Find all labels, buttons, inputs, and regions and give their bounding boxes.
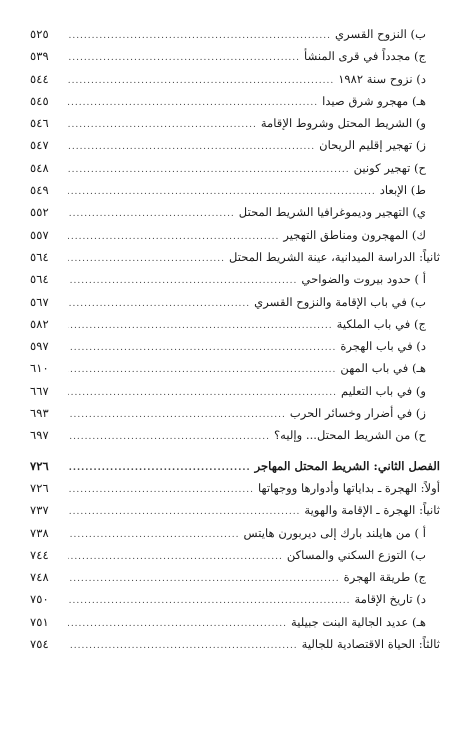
toc-entry-title: هـ) مهجرو شرق صيدا (322, 93, 426, 108)
toc-entry-title: ي) التهجير وديموغرافيا الشريط المحتل (238, 205, 426, 220)
toc-entry (30, 183, 440, 205)
toc-entry (30, 592, 440, 614)
toc-entry-title: أ ) من هايلند بارك إلى ديربورن هايتس (243, 525, 426, 540)
toc-entry-title: و) في باب التعليم (341, 383, 426, 398)
toc-entry-page-number: ٥٤٧ (30, 138, 49, 153)
toc-entry-title: هـ) عديد الجالية البنت جبيلية (291, 614, 426, 629)
toc-entry-title: ب) النزوح القسري (335, 27, 426, 41)
dot-leader (68, 120, 257, 130)
toc-entry-title: ط) الإبعاد (379, 183, 426, 198)
toc-entry (30, 138, 440, 160)
dot-leader (68, 187, 376, 197)
toc-entry-page-number: ٥٥٧ (30, 227, 49, 242)
toc-entry-title: د) نزوح سنة ١٩٨٢ (338, 71, 426, 86)
dot-leader (68, 76, 334, 86)
toc-entry (30, 406, 440, 428)
dot-leader (68, 530, 240, 540)
toc-entry-page-number: ٥٤٤ (30, 71, 49, 86)
toc-entry-page-number: ٧٥٤ (30, 637, 49, 652)
toc-chapter-entry (30, 459, 440, 481)
dot-leader (68, 552, 283, 562)
dot-leader (68, 98, 318, 108)
toc-entry-page-number: ٥٤٥ (30, 93, 49, 108)
toc-entry-page-number: ٧٤٤ (30, 547, 49, 562)
dot-leader (68, 432, 270, 442)
toc-entry (30, 72, 440, 94)
toc-entry-title: أولاً: الهجرة ـ بداياتها وأدوارها ووجهاتها (257, 480, 440, 495)
toc-entry-page-number: ٥٦٤ (30, 272, 49, 287)
toc-entry-title: هـ) في باب المهن (340, 361, 426, 376)
toc-entry-title: الفصل الثاني: الشريط المحتل المهاجر (254, 458, 440, 473)
toc-entry (30, 94, 440, 116)
toc-entry-title: ثالثاً: الحياة الاقتصادية للجالية (301, 637, 440, 652)
toc-entry (30, 526, 440, 548)
dot-leader (68, 299, 250, 309)
toc-entry (30, 428, 440, 450)
dot-leader (68, 410, 286, 420)
table-of-contents (30, 27, 440, 659)
toc-entry (30, 503, 440, 525)
dot-leader (68, 53, 300, 63)
toc-entry-page-number: ٧٣٨ (30, 525, 49, 540)
toc-entry-page-number: ٥٤٩ (30, 183, 49, 198)
toc-entry-title: د) تاريخ الإقامة (354, 592, 426, 607)
toc-entry-title: ك) المهجرون ومناطق التهجير (283, 227, 426, 242)
toc-entry (30, 361, 440, 383)
toc-entry-title: ب) التوزع السكني والمساكن (286, 547, 426, 562)
dot-leader (68, 641, 298, 651)
toc-entry-title: ثانياً: الدراسة الميدانية، عينة الشريط المحتل (229, 249, 440, 264)
toc-entry (30, 250, 440, 272)
toc-entry-title: ح) تهجير كونين (353, 160, 426, 175)
dot-leader (68, 463, 251, 473)
toc-entry-page-number: ٧٤٨ (30, 570, 49, 585)
toc-entry-page-number: ٥٨٢ (30, 316, 49, 331)
dot-leader (68, 343, 336, 353)
toc-entry (30, 205, 440, 227)
toc-entry-title: ج) طريقة الهجرة (343, 570, 426, 585)
toc-entry-page-number: ٧٣٧ (30, 503, 49, 518)
dot-leader (68, 321, 333, 331)
toc-entry-page-number: ٥٢٥ (30, 27, 49, 41)
toc-entry-page-number: ٥٣٩ (30, 49, 49, 64)
toc-entry (30, 49, 440, 71)
toc-entry-page-number: ٥٤٨ (30, 160, 49, 175)
dot-leader (68, 507, 300, 517)
toc-entry (30, 295, 440, 317)
toc-entry (30, 339, 440, 361)
dot-leader (68, 165, 350, 175)
toc-entry-page-number: ٧٥١ (30, 614, 49, 629)
toc-entry-title: ج) مجدداً في قرى المنشأ (304, 49, 426, 64)
toc-entry (30, 570, 440, 592)
toc-entry-title: ثانياً: الهجرة ـ الإقامة والهوية (304, 503, 440, 518)
dot-leader (68, 31, 331, 41)
toc-entry-page-number: ٦٩٣ (30, 406, 49, 421)
toc-entry (30, 615, 440, 637)
toc-entry-page-number: ٦٩٧ (30, 428, 49, 443)
toc-entry-title: أ ) حدود بيروت والضواحي (301, 272, 426, 287)
toc-entry (30, 161, 440, 183)
toc-entry (30, 27, 440, 49)
toc-entry (30, 272, 440, 294)
toc-entry-title: ج) في باب الملكية (336, 316, 426, 331)
toc-entry-page-number: ٥٥٢ (30, 205, 49, 220)
toc-entry-page-number: ٧٥٠ (30, 592, 49, 607)
toc-entry (30, 481, 440, 503)
toc-entry (30, 548, 440, 570)
toc-entry-page-number: ٥٦٧ (30, 294, 49, 309)
dot-leader (68, 232, 279, 242)
dot-leader (68, 276, 297, 286)
dot-leader (68, 209, 235, 219)
dot-leader (68, 574, 340, 584)
toc-entry-title: د) في باب الهجرة (340, 339, 426, 354)
toc-entry (30, 637, 440, 659)
dot-leader (68, 619, 287, 629)
toc-entry (30, 228, 440, 250)
toc-entry-title: ز) تهجير إقليم الريحان (319, 138, 426, 153)
dot-leader (68, 485, 254, 495)
toc-entry-page-number: ٥٤٦ (30, 116, 49, 131)
dot-leader (68, 388, 337, 398)
toc-entry-page-number: ٧٢٦ (30, 480, 49, 495)
toc-entry-title: و) الشريط المحتل وشروط الإقامة (260, 116, 426, 131)
dot-leader (68, 142, 315, 152)
dot-leader (68, 365, 336, 375)
toc-entry-page-number: ٧٢٦ (30, 458, 49, 473)
toc-entry-title: ز) في أضرار وخسائر الحرب (289, 406, 426, 421)
toc-entry-page-number: ٦٦٧ (30, 383, 49, 398)
toc-entry (30, 116, 440, 138)
toc-entry-title: ب) في باب الإقامة والنزوح القسري (254, 294, 426, 309)
toc-entry (30, 317, 440, 339)
toc-entry-page-number: ٦١٠ (30, 361, 49, 376)
toc-entry-page-number: ٥٩٧ (30, 339, 49, 354)
toc-entry-page-number: ٥٦٤ (30, 249, 49, 264)
dot-leader (68, 596, 351, 606)
toc-entry-title: ح) من الشريط المحتل... وإليه؟ (273, 428, 426, 443)
dot-leader (68, 254, 225, 264)
toc-entry (30, 384, 440, 406)
